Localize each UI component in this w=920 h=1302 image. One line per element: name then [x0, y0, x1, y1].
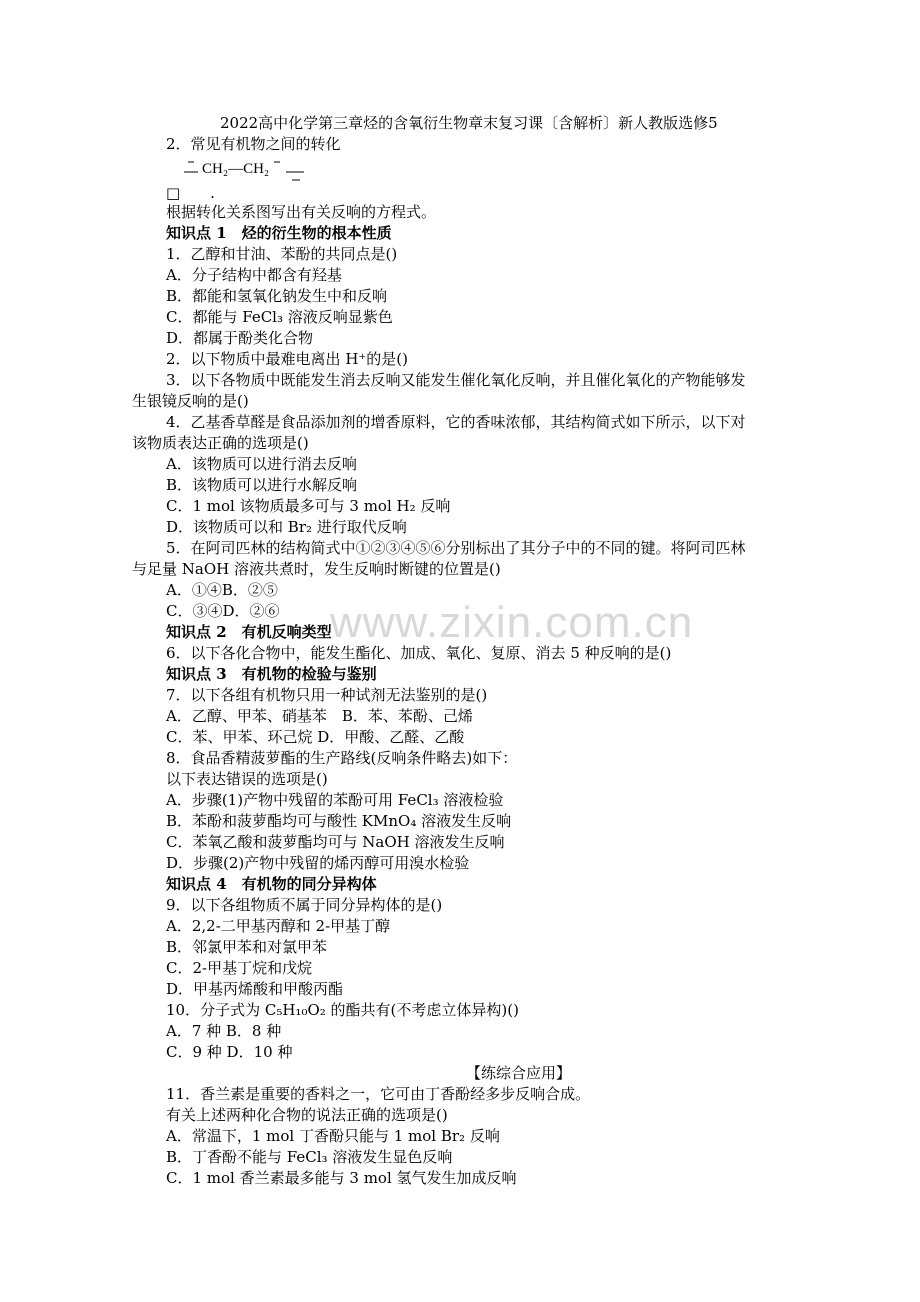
text-line: C．1 mol 该物质最多可与 3 mol H₂ 反响 — [166, 497, 451, 515]
section-heading: 知识点 2 有机反响类型 — [166, 623, 332, 641]
text-line: 【练综合应用】 — [466, 1064, 572, 1082]
text-line: B．苯酚和菠萝酯均可与酸性 KMnO₄ 溶液发生反响 — [166, 812, 512, 830]
text-line: A．分子结构中都含有羟基 — [166, 266, 342, 284]
text-line: A．常温下，1 mol 丁香酚只能与 1 mol Br₂ 反响 — [166, 1127, 500, 1145]
section-heading: 知识点 3 有机物的检验与鉴别 — [166, 665, 377, 683]
text-line: B．该物质可以进行水解反响 — [166, 476, 358, 494]
document-title: 2022高中化学第三章烃的含氧衍生物章末复习课〔含解析〕新人教版选修5 — [220, 114, 718, 132]
text-line: 5．在阿司匹林的结构简式中①②③④⑤⑥分别标出了其分子中的不同的键。将阿司匹林 — [166, 539, 746, 557]
text-line: 3．以下各物质中既能发生消去反响又能发生催化氧化反响，并且催化氧化的产物能够发 — [166, 371, 746, 389]
section-heading: 知识点 4 有机物的同分异构体 — [166, 875, 377, 893]
text-line: B．都能和氢氧化钠发生中和反响 — [166, 287, 388, 305]
text-line: B．邻氯甲苯和对氯甲苯 — [166, 938, 328, 956]
text-line: C．③④D．②⑥ — [166, 602, 280, 620]
text-line: D．都属于酚类化合物 — [166, 329, 314, 347]
text-line: A．该物质可以进行消去反响 — [166, 455, 357, 473]
section-heading: 知识点 1 烃的衍生物的根本性质 — [166, 224, 392, 242]
text-line: □ . — [166, 184, 215, 202]
text-line: A．7 种 B．8 种 — [166, 1022, 282, 1040]
text-line: C．9 种 D．10 种 — [166, 1043, 293, 1061]
text-line: A．乙醇、甲苯、硝基苯 B．苯、苯酚、己烯 — [166, 707, 473, 725]
text-line: 10．分子式为 C₅H₁₀O₂ 的酯共有(不考虑立体异构)() — [166, 1001, 519, 1019]
text-line: 7．以下各组有机物只用一种试剂无法鉴别的是() — [166, 686, 488, 704]
text-line: A．步骤(1)产物中残留的苯酚可用 FeCl₃ 溶液检验 — [166, 791, 504, 809]
text-line: 与足量 NaOH 溶液共煮时，发生反响时断键的位置是() — [132, 560, 501, 578]
text-line: 2．常见有机物之间的转化 — [166, 135, 341, 153]
text-line: C．苯氧乙酸和菠萝酯均可与 NaOH 溶液发生反响 — [166, 833, 505, 851]
text-line: 11．香兰素是重要的香料之一，它可由丁香酚经多步反响合成。 — [166, 1085, 591, 1103]
text-line: C．1 mol 香兰素最多能与 3 mol 氢气发生加成反响 — [166, 1169, 517, 1187]
text-line: 以下表达错误的选项是() — [166, 770, 328, 788]
text-line: 6．以下各化合物中，能发生酯化、加成、氧化、复原、消去 5 种反响的是() — [166, 644, 672, 662]
watermark: www.zixin.com.cn — [330, 598, 694, 647]
text-line: 根据转化关系图写出有关反响的方程式。 — [166, 203, 437, 221]
text-line: 2．以下物质中最难电离出 H⁺的是() — [166, 350, 409, 368]
text-line: C．苯、甲苯、环己烷 D．甲酸、乙醛、乙酸 — [166, 728, 465, 746]
text-line: C．2-甲基丁烷和戊烷 — [166, 959, 313, 977]
text-line: 4．乙基香草醛是食品添加剂的增香原料，它的香味浓郁，其结构简式如下所示，以下对 — [166, 413, 746, 431]
text-line: 生银镜反响的是() — [132, 392, 249, 410]
text-line: A．2,2-二甲基丙醇和 2-甲基丁醇 — [166, 917, 391, 935]
text-line: 该物质表达正确的选项是() — [132, 434, 309, 452]
text-line: D．该物质可以和 Br₂ 进行取代反响 — [166, 518, 407, 536]
text-line: 有关上述两种化合物的说法正确的选项是() — [166, 1106, 448, 1124]
text-line: D．甲基丙烯酸和甲酸丙酯 — [166, 980, 344, 998]
text-line: 1．乙醇和甘油、苯酚的共同点是() — [166, 245, 398, 263]
text-line: C．都能与 FeCl₃ 溶液反响显紫色 — [166, 308, 393, 326]
text-line: D．步骤(2)产物中残留的烯丙醇可用溴水检验 — [166, 854, 470, 872]
formula-text: CH₂—CH₂ — [202, 161, 270, 177]
text-line: A．①④B．②⑤ — [166, 581, 278, 599]
text-line: 8．食品香精菠萝酯的生产路线(反响条件略去)如下： — [166, 749, 518, 767]
text-line: B．丁香酚不能与 FeCl₃ 溶液发生显色反响 — [166, 1148, 453, 1166]
text-line: 9．以下各组物质不属于同分异构体的是() — [166, 896, 443, 914]
